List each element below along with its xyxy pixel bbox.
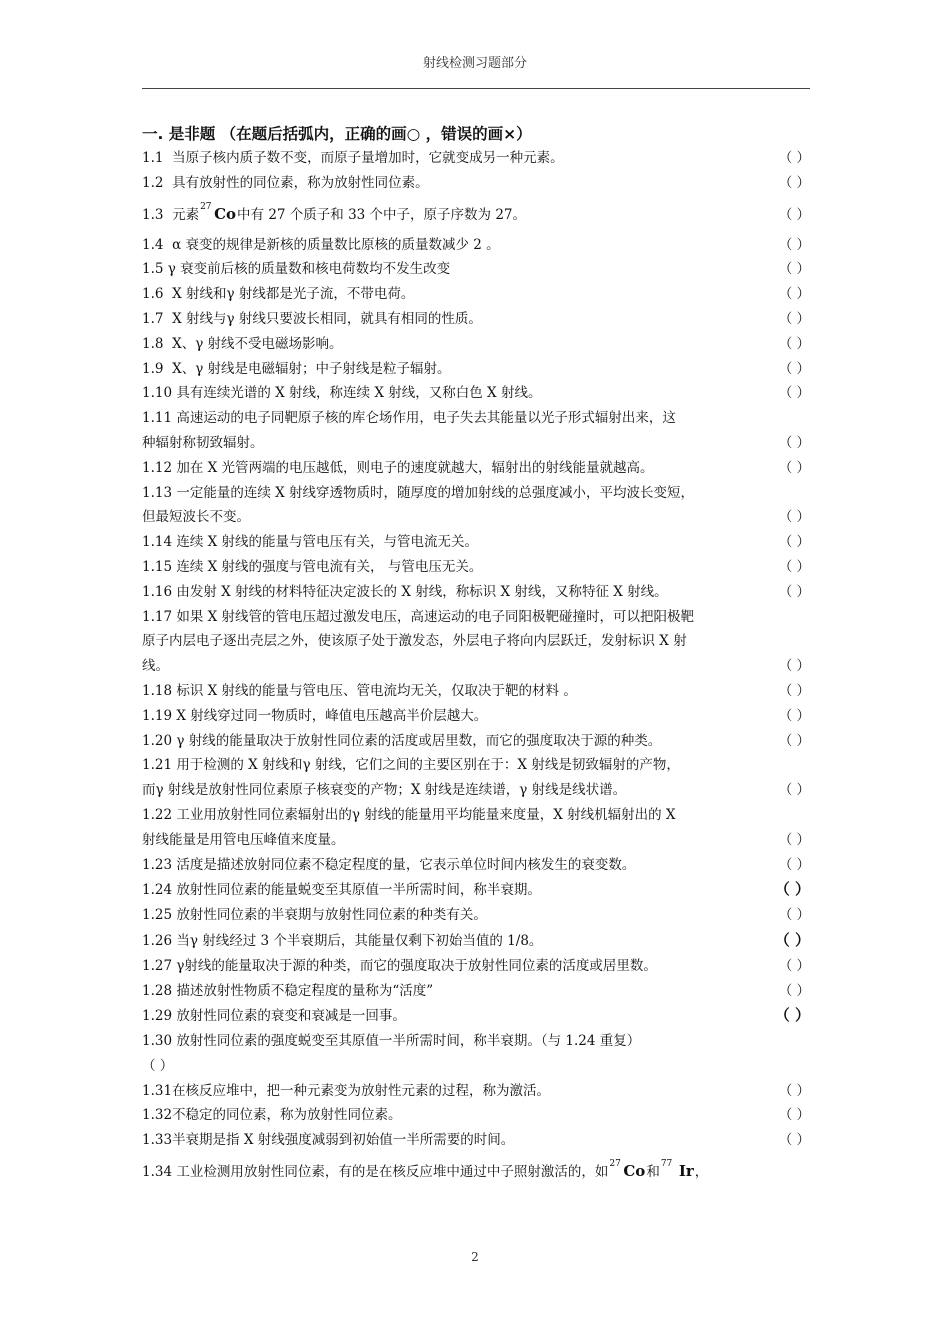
question-1-29 [142, 1003, 810, 1029]
question-text: 由发射 X 射线的材料特征决定波长的 X 射线，称标识 X 射线，又称特征 X 射线。 [176, 583, 668, 600]
answer-parenthesis: （ ） [778, 831, 810, 848]
answer-parenthesis: （ ） [778, 286, 810, 303]
answer-parenthesis: （ ） [778, 434, 810, 451]
answer-parenthesis: （ ） [778, 236, 810, 253]
answer-parenthesis: （ ） [778, 1107, 810, 1124]
question-text: 放射性同位素的半衰期与放射性同位素的种类有关。 [176, 907, 487, 924]
answer-parenthesis: （ ） [778, 261, 810, 278]
answer-parenthesis: （ ） [778, 509, 810, 526]
answer-parenthesis: （ ） [778, 1132, 810, 1149]
page-header: 射线检测习题部分 [422, 56, 527, 71]
question-1-4 [142, 233, 810, 258]
question-text-post: ， [694, 1164, 709, 1181]
question-text: 描述放射性物质不稳定程度的量称为“活度” [176, 982, 434, 999]
answer-parenthesis: （ ） [778, 682, 810, 699]
question-text: γ 射线的能量取决于放射性同位素的活度或居里数，而它的强度取决于源的种类。 [176, 732, 662, 749]
question-number: 1.10 [142, 385, 173, 402]
question-1-15 [142, 555, 810, 580]
answer-parenthesis: （ ） [778, 206, 810, 223]
question-number: 1.4 [142, 236, 164, 253]
question-text: 连续 X 射线的能量与管电压有关，与管电流无关。 [176, 534, 479, 551]
answer-parenthesis: （ ） [774, 1006, 810, 1025]
answer-parenthesis: （ ） [778, 732, 810, 749]
question-number: 1.2 [142, 174, 164, 191]
question-text: X、γ 射线不受电磁场影响。 [172, 335, 343, 352]
question-text-post: 中有 27 个质子和 33 个中子，原子序数为 27。 [237, 206, 527, 223]
question-number: 1.15 [142, 558, 173, 575]
answer-parenthesis: （ ） [778, 982, 810, 999]
question-number: 1.6 [142, 286, 164, 303]
question-1-13 [142, 481, 810, 531]
question-text: α 衰变的规律是新核的质量数比原核的质量数减少 2 。 [172, 236, 500, 253]
answer-parenthesis: （ ） [778, 782, 810, 799]
question-number: 1.29 [142, 1008, 173, 1025]
question-1-22 [142, 803, 810, 853]
answer-parenthesis: （ ） [774, 930, 810, 949]
question-number: 1.28 [142, 982, 173, 999]
question-1-27 [142, 954, 810, 979]
question-number: 1.27 [142, 957, 173, 974]
question-text: 半衰期是指 X 射线强度减弱到初始值一半所需要的时间。 [172, 1132, 515, 1149]
page-number: 2 [471, 1250, 479, 1264]
question-1-32 [142, 1103, 810, 1128]
answer-parenthesis: （ ） [778, 310, 810, 327]
question-text-line2: 原子内层电子逐出壳层之外，使该原子处于激发态，外层电子将向内层跃迁，发射标识 X 射 [142, 633, 687, 650]
answer-parenthesis: （ ） [142, 1057, 174, 1074]
question-number: 1.21 [142, 757, 173, 774]
question-text-pre: 元素 [172, 206, 200, 223]
question-number: 1.24 [142, 882, 173, 899]
question-number: 1.26 [142, 932, 173, 949]
question-number: 1.34 [142, 1164, 173, 1181]
answer-parenthesis: （ ） [778, 658, 810, 675]
question-text-line2: 但最短波长不变。 [142, 509, 250, 526]
question-number: 1.14 [142, 534, 173, 551]
question-number: 1.7 [142, 310, 164, 327]
question-1-11 [142, 406, 810, 456]
question-text-mid: 和 [646, 1164, 660, 1181]
question-text: 活度是描述放射同位素不稳定程度的量，它表示单位时间内核发生的衰变数。 [176, 856, 636, 873]
answer-parenthesis: （ ） [778, 907, 810, 924]
answer-parenthesis: （ ） [778, 150, 810, 166]
answer-parenthesis: （ ） [778, 385, 810, 402]
answer-parenthesis: （ ） [778, 335, 810, 352]
question-1-17 [142, 605, 810, 679]
document-body [142, 122, 810, 1190]
answer-parenthesis: （ ） [778, 583, 810, 600]
question-1-10 [142, 381, 810, 406]
question-1-34 [142, 1153, 810, 1190]
question-number: 1.19 [142, 707, 173, 724]
header-divider [142, 88, 810, 89]
question-text: 不稳定的同位素，称为放射性同位素。 [172, 1107, 402, 1124]
question-text: γ 衰变前后核的质量数和核电荷数均不发生改变 [167, 261, 451, 278]
question-text: 具有放射性的同位素，称为放射性同位素。 [172, 174, 429, 191]
question-number: 1.22 [142, 806, 173, 823]
answer-parenthesis: （ ） [778, 707, 810, 724]
question-number: 1.12 [142, 459, 173, 476]
question-text: 放射性同位素的能量蜕变至其原值一半所需时间，称半衰期。 [176, 882, 541, 899]
question-text-line2: 种辐射称韧致辐射。 [142, 434, 264, 451]
question-text-line1: 高速运动的电子同靶原子核的库仑场作用，电子失去其能量以光子形式辐射出来，这 [176, 410, 676, 427]
question-number: 1.18 [142, 682, 173, 699]
question-text: 具有连续光谱的 X 射线，称连续 X 射线，又称白色 X 射线。 [176, 385, 542, 402]
question-text: γ射线的能量取决于源的种类，而它的强度取决于放射性同位素的活度或居里数。 [176, 957, 657, 974]
question-text-line1: 如果 X 射线管的管电压超过激发电压，高速运动的电子同阳极靶碰撞时，可以把阳极靶 [176, 608, 695, 625]
question-text-line1: 工业用放射性同位素辐射出的γ 射线的能量用平均能量来度量，X 射线机辐射出的 X [176, 806, 676, 823]
question-text-line1: 放射性同位素的强度蜕变至其原值一半所需时间，称半衰期。（与 1.24 重复） [176, 1033, 641, 1050]
question-1-26 [142, 928, 810, 954]
question-text: 当γ 射线经过 3 个半衰期后，其能量仅剩下初始当值的 1/8。 [176, 932, 543, 949]
question-number: 1.3 [142, 206, 164, 223]
question-1-19 [142, 704, 810, 729]
question-number: 1.5 [142, 261, 164, 278]
question-number: 1.25 [142, 907, 173, 924]
question-number: 1.32 [142, 1107, 173, 1124]
question-number: 1.1 [142, 150, 164, 166]
question-number: 1.13 [142, 484, 173, 501]
question-1-9 [142, 357, 810, 382]
answer-parenthesis: （ ） [778, 558, 810, 575]
answer-parenthesis: （ ） [778, 174, 810, 191]
question-text: 在核反应堆中，把一种元素变为放射性元素的过程，称为激活。 [172, 1082, 551, 1099]
isotope-ir192: 77 Ir [660, 1159, 694, 1181]
question-number: 1.11 [142, 410, 173, 427]
question-1-5 [142, 257, 810, 282]
question-1-12 [142, 456, 810, 481]
question-1-6 [142, 282, 810, 307]
question-text-line1: 用于检测的 X 射线和γ 射线，它们之间的主要区别在于：X 射线是韧致辐射的产物， [176, 757, 680, 774]
question-text-pre: 工业检测用放射性同位素，有的是在核反应堆中通过中子照射激活的，如 [176, 1164, 609, 1181]
question-number: 1.8 [142, 335, 164, 352]
question-text-line1: 一定能量的连续 X 射线穿透物质时，随厚度的增加射线的总强度减小，平均波长变短， [176, 484, 695, 501]
answer-parenthesis: （ ） [778, 1082, 810, 1099]
question-text-line2: 而γ 射线是放射性同位素原子核衰变的产物；X 射线是连续谱，γ 射线是线状谱。 [142, 782, 627, 799]
answer-parenthesis: （ ） [778, 856, 810, 873]
question-text-line3: 线。 [142, 658, 169, 675]
answer-parenthesis: （ ） [774, 880, 810, 899]
question-1-25 [142, 903, 810, 928]
question-number: 1.20 [142, 732, 173, 749]
question-number: 1.17 [142, 608, 173, 625]
answer-parenthesis: （ ） [778, 534, 810, 551]
question-1-7 [142, 307, 810, 332]
question-text: X 射线穿过同一物质时，峰值电压越高半价层越大。 [176, 707, 488, 724]
question-1-3 [142, 196, 810, 233]
question-text: 当原子核内质子数不变，而原子量增加时，它就变成另一种元素。 [172, 150, 564, 166]
question-text: X 射线和γ 射线都是光子流，不带电荷。 [172, 286, 415, 303]
question-1-28 [142, 979, 810, 1004]
question-1-2 [142, 171, 810, 196]
question-text: X、γ 射线是电磁辐射；中子射线是粒子辐射。 [172, 360, 451, 377]
section-title: 一. 是非题 （在题后括弧内，正确的画○ ，错误的画×） [142, 125, 532, 143]
question-number: 1.23 [142, 856, 173, 873]
question-text: 标识 X 射线的能量与管电压、管电流均无关，仅取决于靶的材料 。 [176, 682, 577, 699]
question-number: 1.31 [142, 1082, 173, 1099]
question-1-24 [142, 877, 810, 903]
question-text: 放射性同位素的衰变和衰减是一回事。 [176, 1008, 406, 1025]
question-1-1 [142, 146, 810, 171]
question-1-14 [142, 530, 810, 555]
question-1-33 [142, 1128, 810, 1153]
question-text-line2: 射线能量是用管电压峰值来度量。 [142, 831, 345, 848]
question-number: 1.9 [142, 360, 164, 377]
question-1-30 [142, 1029, 810, 1079]
question-1-23 [142, 853, 810, 878]
answer-parenthesis: （ ） [778, 957, 810, 974]
question-1-31 [142, 1079, 810, 1104]
answer-parenthesis: （ ） [778, 459, 810, 476]
question-1-20 [142, 729, 810, 754]
question-1-8 [142, 332, 810, 357]
question-text: 加在 X 光管两端的电压越低，则电子的速度就越大，辐射出的射线能量就越高。 [176, 459, 654, 476]
question-1-18 [142, 679, 810, 704]
answer-parenthesis: （ ） [778, 360, 810, 377]
question-1-16 [142, 580, 810, 605]
question-number: 1.16 [142, 583, 173, 600]
isotope-co60: 27 Co [609, 1159, 646, 1181]
question-text: X 射线与γ 射线只要波长相同，就具有相同的性质。 [172, 310, 482, 327]
question-text: 连续 X 射线的强度与管电流有关， 与管电压无关。 [176, 558, 483, 575]
question-number: 1.30 [142, 1033, 173, 1050]
question-number: 1.33 [142, 1132, 173, 1149]
question-1-21 [142, 753, 810, 803]
isotope-co60: 27 Co [200, 201, 237, 223]
